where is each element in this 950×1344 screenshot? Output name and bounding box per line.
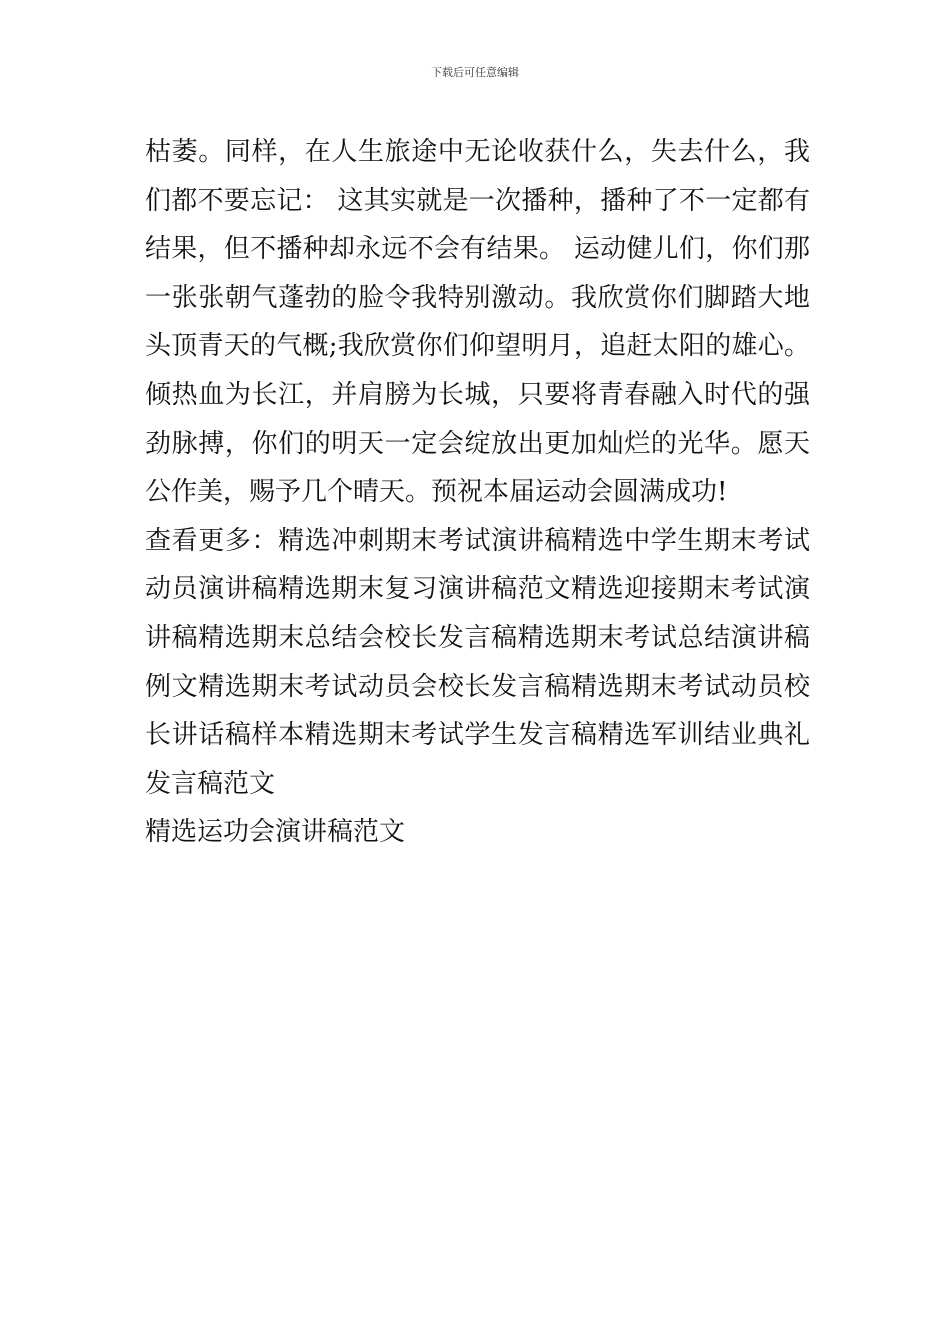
text-line: 结果，但不播种却永远不会有结果。 运动健儿们，你们那 bbox=[145, 234, 810, 265]
text-line: 枯萎。同样，在人生旅途中无论收获什么，失去什么，我 bbox=[145, 137, 810, 167]
page-header: 下载后可任意编辑 bbox=[431, 66, 519, 79]
see-more-line: 例文精选期末考试动员会校长发言稿精选期末考试动员校 bbox=[145, 671, 810, 702]
speech-paragraph bbox=[145, 128, 810, 517]
document-body bbox=[145, 128, 810, 857]
text-line: 们都不要忘记： 这其实就是一次播种，播种了不一定都有 bbox=[145, 185, 810, 216]
text-line: 一张张朝气蓬勃的脸令我特别激动。我欣赏你们脚踏大地 bbox=[145, 282, 810, 313]
see-more-line: 长讲话稿样本精选期末考试学生发言稿精选军训结业典礼 bbox=[145, 720, 810, 751]
text-line: 倾热血为长江，并肩膀为长城，只要将青春融入时代的强 bbox=[145, 379, 810, 410]
see-more-paragraph bbox=[145, 517, 810, 809]
see-more-line: 查看更多：精选冲刺期末考试演讲稿精选中学生期末考试 bbox=[145, 525, 810, 556]
text-line: 劲脉搏，你们的明天一定会绽放出更加灿烂的光华。愿天 bbox=[145, 428, 810, 459]
document-title-footer: 精选运功会演讲稿范文 bbox=[145, 817, 406, 848]
text-line: 头顶青天的气概;我欣赏你们仰望明月，追赶太阳的雄心。 bbox=[145, 331, 810, 362]
see-more-line: 发言稿范文 bbox=[145, 768, 276, 799]
text-line: 公作美，赐予几个晴天。预祝本届运动会圆满成功! bbox=[145, 477, 728, 508]
see-more-line: 讲稿精选期末总结会校长发言稿精选期末考试总结演讲稿 bbox=[145, 622, 810, 653]
see-more-line: 动员演讲稿精选期末复习演讲稿范文精选迎接期末考试演 bbox=[145, 574, 810, 605]
